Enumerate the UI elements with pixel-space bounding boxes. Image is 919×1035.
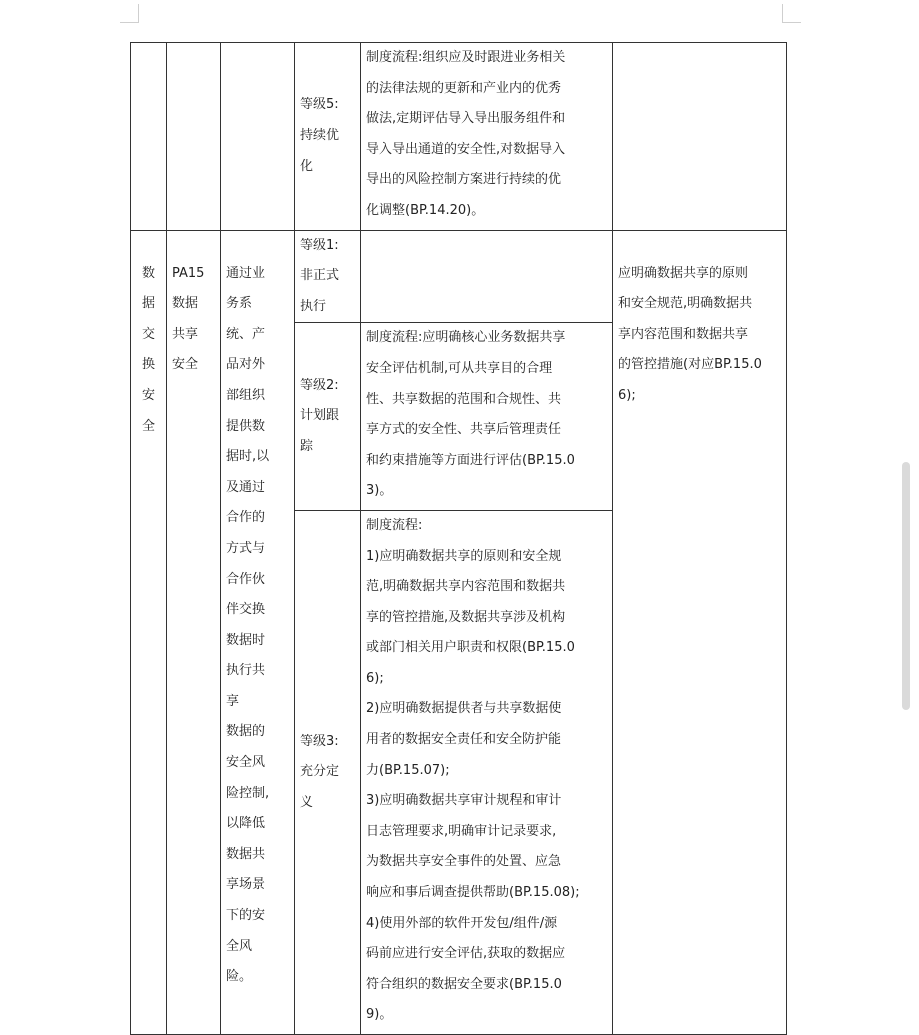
level-content: 制度流程:组织应及时跟进业务相关 的法律法规的更新和产业内的优秀 做法,定期评估导入导出服务组件和 导入导出通道的安全性,对数据导入 导出的风险控制方案进行持续的优 化调整(BP.14.20)。	[361, 43, 613, 231]
table-row	[131, 230, 787, 323]
note-cell-empty	[613, 43, 787, 231]
level-content: 制度流程: 1)应明确数据共享的原则和安全规 范,明确数据共享内容范围和数据共 享的管控措施,及数据共享涉及机构 或部门相关用户职责和权限(BP.15.0 6); 2)应明确数据提供者与共享数据使 用者的数据安全责任和安全防护能 力(BP.15.07); 3)应明确数据共享审计规程和审计 日志管理要求,明确审计记录要求, 为数据共享安全事件的处置、应急 响应和事后调查提供帮助(BP.15.08); 4)使用外部的软件开发包/组件/源 码前应进行安全评估,获取的数据应 符合组织的数据安全要求(BP.15.0 9)。	[361, 510, 613, 1034]
domain-cell-continued	[131, 43, 167, 231]
description-cell: 通过业 务系 统、产 品对外 部组织 提供数 据时,以 及通过 合作的 方式与 合作伙 伴交换 数据时 执行共 享 数据的 安全风 险控制, 以降低 数据共 享场景 下的安 全风 险。	[221, 230, 295, 1034]
capability-table	[130, 42, 787, 1035]
scrollbar-thumb[interactable]	[902, 462, 910, 710]
note-cell: 应明确数据共享的原则 和安全规范,明确数据共 享内容范围和数据共享 的管控措施(对应BP.15.0 6);	[613, 230, 787, 1034]
level-content	[361, 230, 613, 323]
domain-cell: 数 据 交 换 安 全	[131, 230, 167, 1034]
level-label: 等级3: 充分定 义	[295, 510, 361, 1034]
table-row	[131, 43, 787, 231]
pa-cell: PA15 数据 共享 安全	[167, 230, 221, 1034]
level-label: 等级2: 计划跟 踪	[295, 323, 361, 511]
level-label: 等级1: 非正式 执行	[295, 230, 361, 323]
level-label: 等级5: 持续优 化	[295, 43, 361, 231]
description-cell-continued	[221, 43, 295, 231]
level-content: 制度流程:应明确核心业务数据共享 安全评估机制,可从共享目的合理 性、共享数据的范围和合规性、共 享方式的安全性、共享后管理责任 和约束措施等方面进行评估(BP.15.0 3)。	[361, 323, 613, 511]
page-corner-mark-left	[120, 4, 139, 23]
page-corner-mark-right	[782, 4, 801, 23]
pa-cell-continued	[167, 43, 221, 231]
